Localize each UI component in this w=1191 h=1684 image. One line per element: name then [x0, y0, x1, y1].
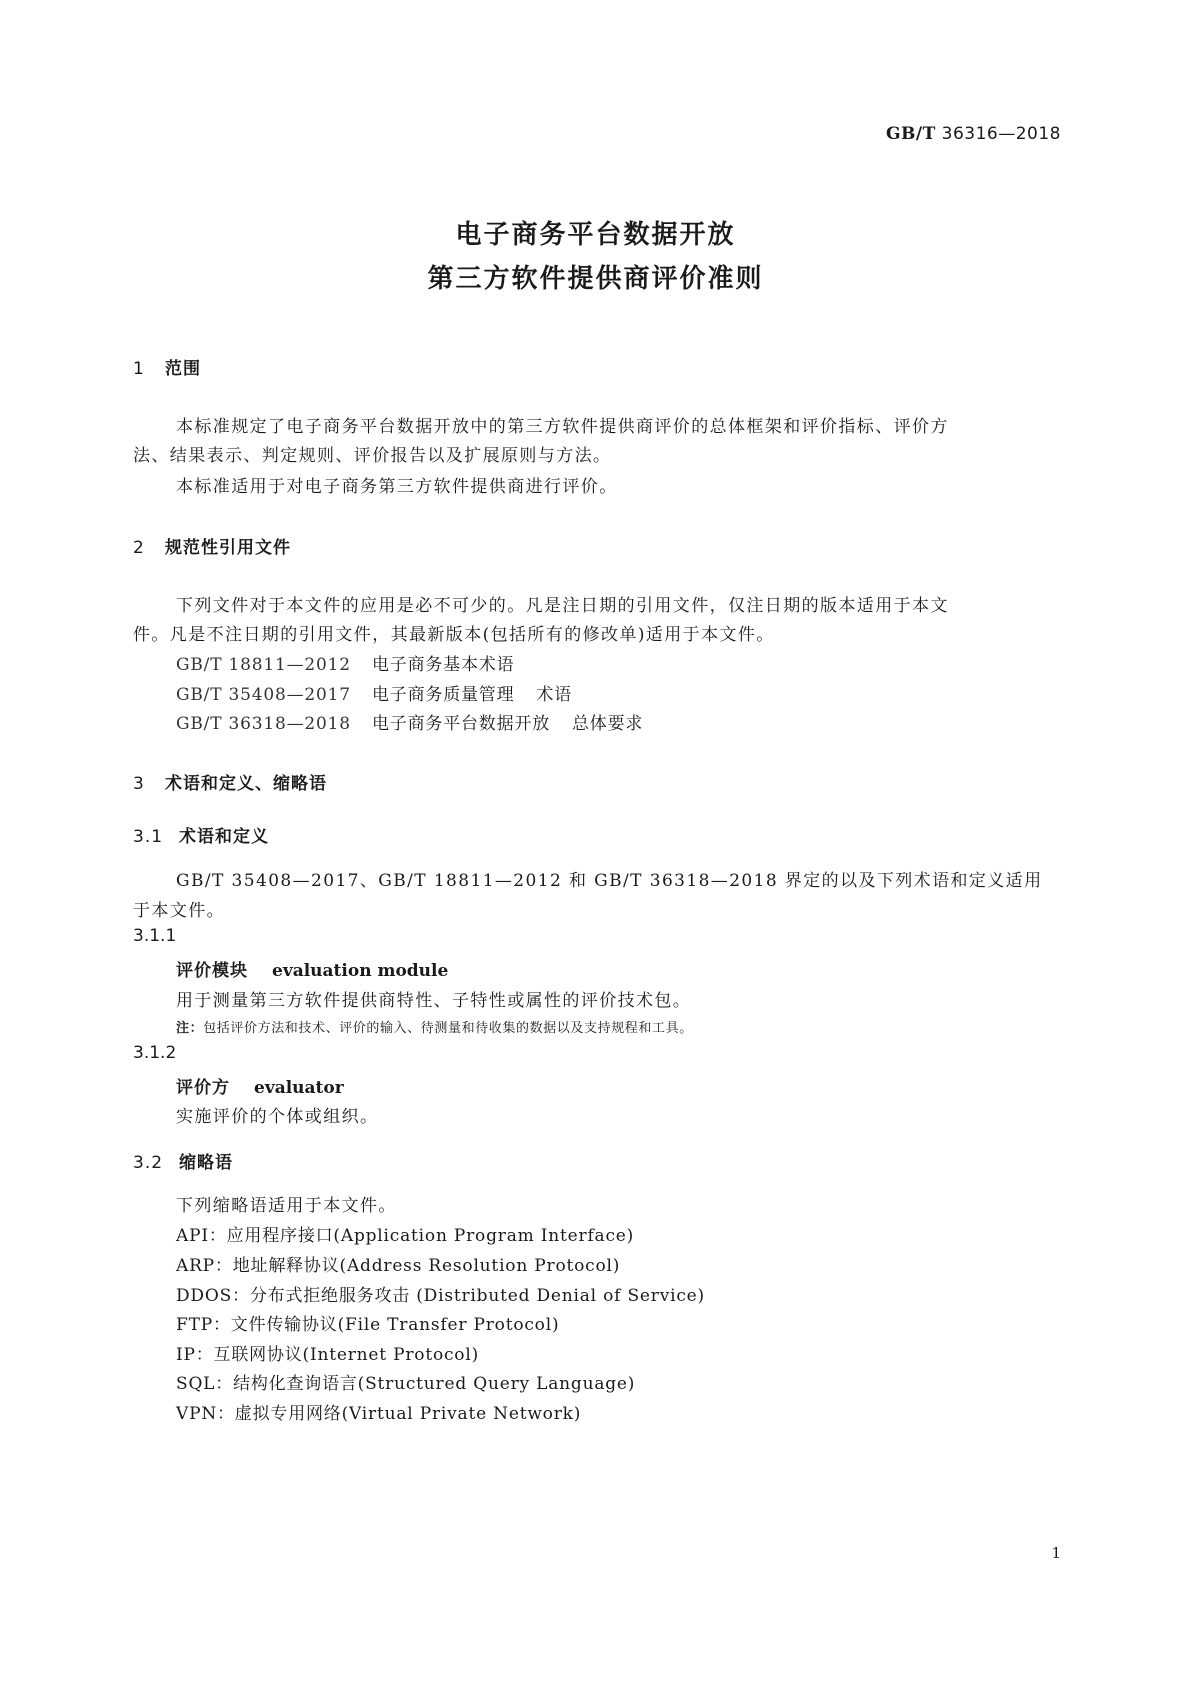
- reference-code: GB/T 36318—2018: [176, 714, 351, 734]
- abbreviations-intro: 下列缩略语适用于本文件。: [176, 1196, 397, 1216]
- reference-code: GB/T 18811—2012: [176, 655, 351, 675]
- subsection-title: 缩略语: [179, 1153, 233, 1173]
- term-definition: 实施评价的个体或组织。: [176, 1107, 379, 1127]
- term-number: 3.1.2: [133, 1043, 177, 1063]
- section-2-paragraph-line-2: 件。凡是不注日期的引用文件，其最新版本(包括所有的修改单)适用于本文件。: [133, 625, 775, 645]
- reference-title: 电子商务平台数据开放: [372, 714, 550, 734]
- reference-title: 电子商务基本术语: [372, 655, 515, 675]
- abbreviation-item: DDOS：分布式拒绝服务攻击 (Distributed Denial of Service): [176, 1286, 705, 1306]
- section-3-heading: [133, 769, 327, 794]
- section-1-paragraph-1-line-2: 法、结果表示、判定规则、评价报告以及扩展原则与方法。: [133, 446, 612, 466]
- term-note: [176, 1017, 693, 1036]
- section-number: 3: [133, 774, 145, 794]
- section-title: 术语和定义、缩略语: [165, 774, 327, 794]
- note-text: 包括评价方法和技术、评价的输入、待测量和待收集的数据以及支持规程和工具。: [203, 1021, 693, 1036]
- subsection-number: 3.1: [133, 827, 164, 847]
- normative-reference: [176, 709, 643, 734]
- term-english: evaluator: [254, 1078, 344, 1098]
- reference-code: GB/T 35408—2017: [176, 685, 351, 705]
- abbreviation-item: ARP：地址解释协议(Address Resolution Protocol): [176, 1256, 621, 1276]
- subsection-3-1-paragraph-line-2: 于本文件。: [133, 901, 225, 921]
- subsection-3-1-paragraph-line-1: GB/T 35408—2017、GB/T 18811—2012 和 GB/T 36318—2018 界定的以及下列术语和定义适用: [176, 871, 1043, 891]
- subsection-3-1-heading: [133, 822, 269, 847]
- standard-code: 36316—2018: [941, 124, 1061, 144]
- subsection-title: 术语和定义: [179, 827, 269, 847]
- section-title: 范围: [165, 359, 201, 379]
- term-definition: 用于测量第三方软件提供商特性、子特性或属性的评价技术包。: [176, 991, 692, 1011]
- standard-number: [886, 124, 1061, 144]
- page-number: 1: [1051, 1544, 1061, 1562]
- document-title-line-1: 电子商务平台数据开放: [455, 220, 736, 250]
- term-chinese: 评价方: [176, 1078, 230, 1098]
- section-2-paragraph-line-1: 下列文件对于本文件的应用是必不可少的。凡是注日期的引用文件，仅注日期的版本适用于本文: [176, 596, 949, 616]
- document-title-line-2: 第三方软件提供商评价准则: [427, 264, 764, 294]
- term-chinese: 评价模块: [176, 961, 248, 981]
- reference-subtitle: 总体要求: [572, 714, 644, 734]
- abbreviation-item: IP：互联网协议(Internet Protocol): [176, 1345, 480, 1365]
- subsection-3-2-heading: [133, 1148, 233, 1173]
- section-1-heading: [133, 354, 201, 379]
- term-number: 3.1.1: [133, 926, 177, 946]
- section-1-paragraph-2: 本标准适用于对电子商务第三方软件提供商进行评价。: [176, 477, 618, 497]
- subsection-number: 3.2: [133, 1153, 164, 1173]
- abbreviation-item: VPN：虚拟专用网络(Virtual Private Network): [176, 1404, 582, 1424]
- term-english: evaluation module: [272, 961, 449, 981]
- section-number: 2: [133, 538, 145, 558]
- section-2-heading: [133, 533, 291, 558]
- abbreviation-item: API：应用程序接口(Application Program Interface): [176, 1226, 635, 1246]
- section-1-paragraph-1-line-1: 本标准规定了电子商务平台数据开放中的第三方软件提供商评价的总体框架和评价指标、评价方: [176, 417, 949, 437]
- abbreviation-item: SQL：结构化查询语言(Structured Query Language): [176, 1374, 636, 1394]
- normative-reference: [176, 680, 572, 705]
- section-title: 规范性引用文件: [165, 538, 291, 558]
- note-label: 注：: [176, 1021, 204, 1036]
- reference-subtitle: 术语: [536, 685, 573, 705]
- normative-reference: [176, 650, 514, 675]
- abbreviation-item: FTP：文件传输协议(File Transfer Protocol): [176, 1315, 560, 1335]
- reference-title: 电子商务质量管理: [372, 685, 515, 705]
- term-entry: [176, 956, 448, 981]
- standard-prefix: GB/T: [886, 124, 936, 144]
- term-entry: [176, 1073, 344, 1098]
- section-number: 1: [133, 359, 145, 379]
